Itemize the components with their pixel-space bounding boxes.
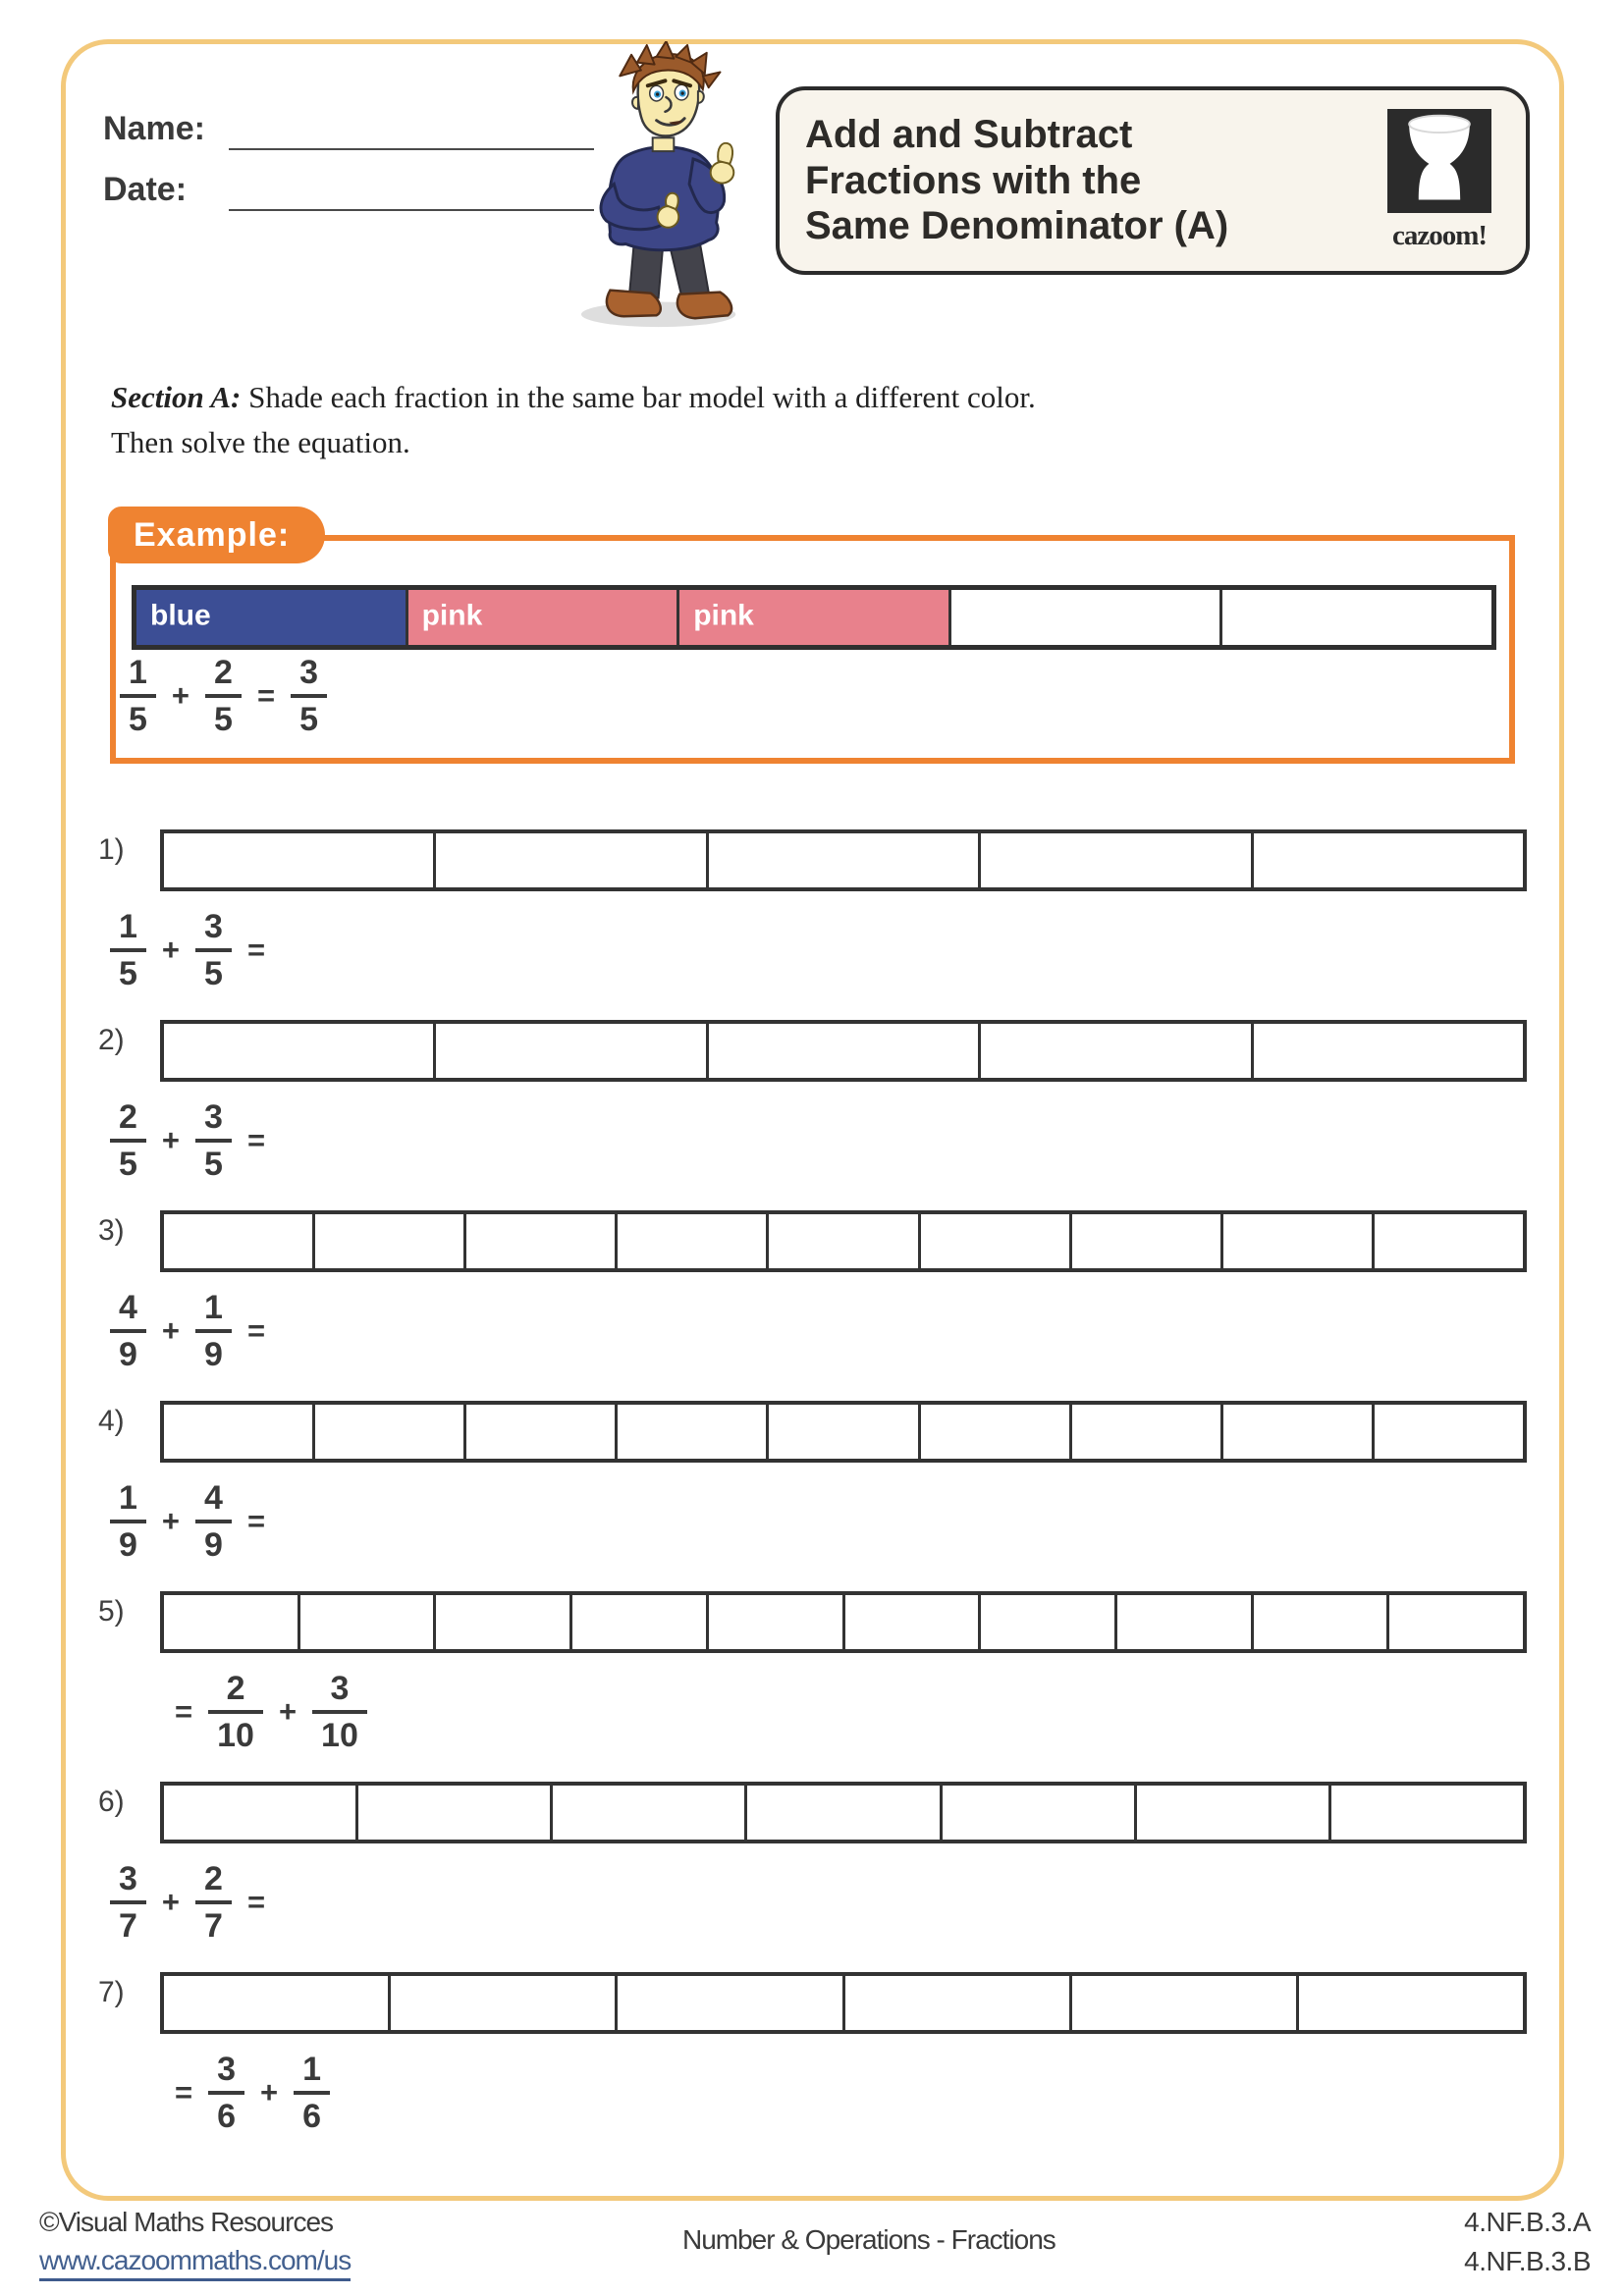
cazoom-logo (1371, 109, 1508, 252)
problem-row (0, 1591, 1624, 1782)
equals-operator: = (246, 1885, 266, 1919)
numerator: 1 (129, 654, 147, 691)
denominator: 9 (195, 1520, 232, 1562)
problem-equation (110, 1862, 281, 1943)
problem-equation (110, 1100, 281, 1181)
numerator: 3 (204, 908, 223, 945)
bar-cell[interactable] (706, 1024, 978, 1078)
bar-cell[interactable] (164, 1214, 312, 1268)
denominator: 9 (110, 1329, 146, 1371)
plus-operator: + (161, 933, 181, 967)
denominator: 5 (205, 694, 242, 736)
title-box (776, 86, 1530, 275)
denominator: 10 (312, 1710, 367, 1752)
denominator: 7 (110, 1900, 146, 1943)
problem-row (0, 1020, 1624, 1210)
mascot-boy-illustration (538, 41, 788, 331)
bar-cell[interactable] (766, 1405, 917, 1459)
bar-cell[interactable] (463, 1405, 615, 1459)
numerator: 2 (204, 1860, 223, 1897)
title-line-3: Same Denominator (A) (805, 204, 1229, 248)
denominator: 7 (195, 1900, 232, 1943)
problem-equation (159, 1672, 367, 1752)
problem-row (0, 1401, 1624, 1591)
bar-cell[interactable] (164, 1405, 312, 1459)
standard-code-1: 4.NF.B.3.A (1464, 2207, 1591, 2237)
bar-cell[interactable] (1220, 1214, 1372, 1268)
problem-number: 2) (98, 1024, 125, 1056)
bar-cell[interactable] (136, 590, 406, 645)
footer-topic-label: Number & Operations - Fractions (681, 2224, 1056, 2255)
bar-cell[interactable] (1372, 1214, 1523, 1268)
plus-operator: + (161, 1504, 181, 1538)
numerator: 2 (119, 1098, 137, 1136)
denominator: 5 (110, 948, 146, 990)
bar-cell[interactable] (164, 833, 433, 887)
bar-cell[interactable] (615, 1405, 766, 1459)
title-line-1: Add and Subtract (805, 112, 1133, 156)
bar-cell[interactable] (1114, 1595, 1251, 1649)
bar-cell[interactable] (978, 833, 1250, 887)
bar-cell[interactable] (1251, 1024, 1523, 1078)
equals-operator: = (246, 1123, 266, 1157)
denominator: 6 (208, 2091, 244, 2133)
bar-cell[interactable] (569, 1595, 706, 1649)
bar-cell[interactable] (164, 1976, 388, 2030)
problem-number: 4) (98, 1405, 125, 1437)
bar-cell[interactable] (1251, 833, 1523, 887)
numerator: 3 (299, 654, 318, 691)
problem-row (0, 1210, 1624, 1401)
problem-number: 6) (98, 1786, 125, 1818)
fraction (110, 1291, 146, 1371)
bar-cell[interactable] (1328, 1786, 1523, 1840)
bar-cell[interactable] (615, 1976, 841, 2030)
numerator: 2 (214, 654, 233, 691)
problem-row (0, 1972, 1624, 2163)
section-instructions (111, 375, 1427, 465)
fraction (195, 910, 232, 990)
bar-cell[interactable] (312, 1405, 463, 1459)
cell-color-label: pink (421, 599, 483, 632)
fraction-bar-model (160, 1591, 1527, 1653)
fraction (312, 1672, 367, 1752)
section-label: Section A: (111, 380, 242, 414)
fraction-bar-model (160, 1210, 1527, 1272)
bar-cell[interactable] (978, 1595, 1114, 1649)
denominator: 9 (195, 1329, 232, 1371)
bar-cell[interactable] (1386, 1595, 1523, 1649)
bar-cell[interactable] (948, 590, 1220, 645)
numerator: 3 (119, 1860, 137, 1897)
fraction (110, 910, 146, 990)
equals-operator: = (256, 678, 276, 713)
bar-cell[interactable] (1251, 1595, 1387, 1649)
bar-cell[interactable] (940, 1786, 1134, 1840)
fraction-bar-model (160, 1972, 1527, 2034)
djembe-drum-icon (1387, 109, 1491, 213)
bar-cell[interactable] (706, 1595, 842, 1649)
footer-left (39, 2207, 351, 2281)
fraction (110, 1100, 146, 1181)
fraction (291, 656, 327, 736)
numerator: 2 (226, 1670, 245, 1707)
bar-cell[interactable] (1296, 1976, 1523, 2030)
bar-cell[interactable] (615, 1214, 766, 1268)
cazoom-url-link[interactable]: www.cazoommaths.com/us (39, 2245, 351, 2281)
bar-cell[interactable] (298, 1595, 434, 1649)
instruction-line-1: Shade each fraction in the same bar model with a different color. (241, 380, 1036, 414)
fraction (205, 656, 242, 736)
name-label: Name: (103, 110, 205, 147)
numerator: 3 (217, 2051, 237, 2088)
problem-number: 5) (98, 1595, 125, 1628)
bar-cell[interactable] (406, 590, 677, 645)
fraction (208, 1672, 263, 1752)
problem-equation (159, 2053, 330, 2133)
fraction-bar-model (160, 1782, 1527, 1843)
problem-equation (110, 1291, 281, 1371)
problem-number: 1) (98, 833, 125, 866)
bar-cell[interactable] (677, 590, 948, 645)
fraction (120, 656, 156, 736)
equals-operator: = (175, 2075, 193, 2109)
plus-operator: + (260, 2075, 279, 2109)
equals-operator: = (246, 1313, 266, 1348)
problem-number: 3) (98, 1214, 125, 1247)
numerator: 4 (119, 1289, 137, 1326)
bar-cell[interactable] (1069, 1214, 1220, 1268)
fraction-bar-model (160, 829, 1527, 891)
plus-operator: + (171, 678, 190, 713)
cell-color-label: pink (693, 599, 754, 632)
bar-cell[interactable] (550, 1786, 744, 1840)
bar-cell[interactable] (164, 1024, 433, 1078)
bar-cell[interactable] (1134, 1786, 1328, 1840)
plus-operator: + (161, 1313, 181, 1348)
numerator: 3 (204, 1098, 223, 1136)
equals-operator: = (175, 1694, 193, 1729)
bar-cell[interactable] (1220, 1405, 1372, 1459)
numerator: 3 (330, 1670, 350, 1707)
bar-cell[interactable] (1372, 1405, 1523, 1459)
logo-caption: cazoom! (1391, 220, 1488, 251)
numerator: 4 (204, 1479, 223, 1517)
bar-cell[interactable] (433, 1024, 705, 1078)
fraction (110, 1862, 146, 1943)
bar-cell[interactable] (706, 833, 978, 887)
bar-cell[interactable] (355, 1786, 550, 1840)
bar-cell[interactable] (463, 1214, 615, 1268)
fraction (195, 1481, 232, 1562)
instruction-line-2: Then solve the equation. (111, 425, 410, 459)
fraction (195, 1862, 232, 1943)
cell-color-label: blue (150, 599, 211, 632)
bar-cell[interactable] (1219, 590, 1491, 645)
bar-cell[interactable] (433, 833, 705, 887)
denominator: 5 (195, 948, 232, 990)
bar-cell[interactable] (918, 1214, 1069, 1268)
equals-operator: = (246, 1504, 266, 1538)
numerator: 1 (302, 2051, 322, 2088)
bar-cell[interactable] (312, 1214, 463, 1268)
denominator: 5 (110, 1139, 146, 1181)
example-tab-label: Example: (108, 507, 325, 563)
standard-code-2: 4.NF.B.3.B (1464, 2246, 1591, 2276)
problem-equation (110, 910, 281, 990)
numerator: 1 (204, 1289, 223, 1326)
bar-cell[interactable] (164, 1786, 355, 1840)
denominator: 6 (294, 2091, 330, 2133)
denominator: 5 (291, 694, 327, 736)
numerator: 1 (119, 908, 137, 945)
fraction-bar-model (160, 1020, 1527, 1082)
bar-cell[interactable] (388, 1976, 615, 2030)
plus-operator: + (161, 1123, 181, 1157)
bar-cell[interactable] (918, 1405, 1069, 1459)
denominator: 5 (195, 1139, 232, 1181)
bar-cell[interactable] (766, 1214, 917, 1268)
problem-row (0, 829, 1624, 1020)
problem-number: 7) (98, 1976, 125, 2008)
date-label: Date: (103, 171, 188, 208)
fraction (294, 2053, 330, 2133)
example-equation (120, 656, 327, 736)
problem-equation (110, 1481, 281, 1562)
problem-row (0, 1782, 1624, 1972)
bar-cell[interactable] (842, 1976, 1069, 2030)
bar-cell[interactable] (1069, 1405, 1220, 1459)
example-bar-model (132, 585, 1496, 650)
equals-operator: = (246, 933, 266, 967)
denominator: 5 (120, 694, 156, 736)
plus-operator: + (161, 1885, 181, 1919)
bar-cell[interactable] (433, 1595, 569, 1649)
bar-cell[interactable] (744, 1786, 939, 1840)
bar-cell[interactable] (842, 1595, 979, 1649)
title-line-2: Fractions with the (805, 158, 1142, 202)
denominator: 10 (208, 1710, 263, 1752)
copyright-text: ©Visual Maths Resources (39, 2207, 334, 2237)
standards-codes (1464, 2203, 1591, 2281)
denominator: 9 (110, 1520, 146, 1562)
fraction (195, 1291, 232, 1371)
numerator: 1 (119, 1479, 137, 1517)
bar-cell[interactable] (1069, 1976, 1296, 2030)
bar-cell[interactable] (978, 1024, 1250, 1078)
fraction (208, 2053, 244, 2133)
fraction-bar-model (160, 1401, 1527, 1463)
worksheet-title (805, 112, 1371, 249)
bar-cell[interactable] (164, 1595, 298, 1649)
fraction (110, 1481, 146, 1562)
fraction (195, 1100, 232, 1181)
plus-operator: + (278, 1694, 298, 1729)
